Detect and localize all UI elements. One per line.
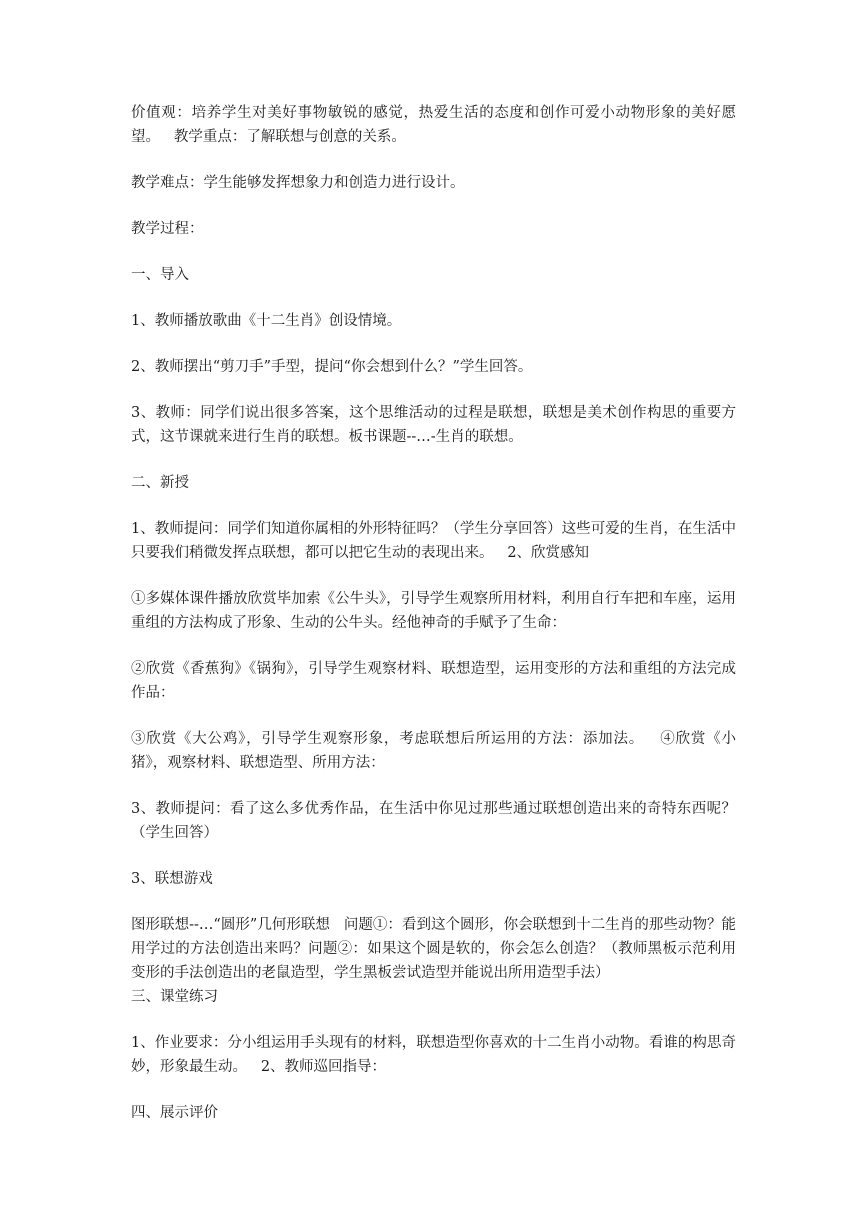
- paragraph-values: 价值观：培养学生对美好事物敏锐的感觉，热爱生活的态度和创作可爱小动物形象的美好愿望。 教学重点：了解联想与创意的关系。: [131, 105, 736, 145]
- paragraph-practice-1: 1、作业要求：分小组运用手头现有的材料，联想造型你喜欢的十二生肖小动物。看谁的构思奇妙，形象最生动。 2、教师巡回指导：: [131, 1035, 736, 1075]
- paragraph-new-3: 3、教师提问：看了这么多优秀作品，在生活中你见过那些通过联想创造出来的奇特东西呢？（学生回答）: [131, 801, 736, 841]
- paragraph-intro-3: 3、教师：同学们说出很多答案，这个思维活动的过程是联想，联想是美术创作构思的重要方式，这节课就来进行生肖的联想。板书课题--…-生肖的联想。: [131, 405, 736, 445]
- section-heading-new-lesson: 二、新授: [131, 475, 189, 491]
- paragraph-shape-association: 图形联想--…“圆形”几何形联想 问题①：看到这个圆形，你会联想到十二生肖的那些动物？能用学过的方法创造出来吗？问题②：如果这个圆是软的，你会怎么创造？（教师黑板示范利用变形的手法创造出的老鼠造型，学生黑板尝试造型并能说出所用造型手法）: [131, 917, 736, 981]
- section-heading-practice: 三、课堂练习: [131, 989, 218, 1005]
- section-heading-intro: 一、导入: [131, 267, 189, 283]
- section-heading-evaluation: 四、展示评价: [131, 1105, 218, 1121]
- paragraph-appreciation-3: ③欣赏《大公鸡》，引导学生观察形象，考虑联想后所运用的方法：添加法。 ④欣赏《小猪》，观察材料、联想造型、所用方法：: [131, 731, 736, 771]
- paragraph-process-heading: 教学过程：: [131, 221, 204, 237]
- paragraph-appreciation-1: ①多媒体课件播放欣赏毕加索《公牛头》，引导学生观察所用材料，利用自行车把和车座，运用重组的方法构成了形象、生动的公牛头。经他神奇的手赋予了生命：: [131, 591, 736, 631]
- paragraph-intro-2: 2、教师摆出“剪刀手”手型，提问“你会想到什么？”学生回答。: [131, 359, 533, 375]
- paragraph-intro-1: 1、教师播放歌曲《十二生肖》创设情境。: [131, 313, 402, 329]
- section-heading-game: 3、联想游戏: [131, 871, 213, 887]
- paragraph-appreciation-2: ②欣赏《香蕉狗》《锅狗》，引导学生观察材料、联想造型，运用变形的方法和重组的方法完成作品：: [131, 661, 736, 701]
- document-body: [131, 101, 736, 1147]
- paragraph-difficulty: 教学难点：学生能够发挥想象力和创造力进行设计。: [131, 175, 465, 191]
- paragraph-new-1: 1、教师提问：同学们知道你属相的外形特征吗？（学生分享回答）这些可爱的生肖，在生活中只要我们稍微发挥点联想，都可以把它生动的表现出来。 2、欣赏感知: [131, 521, 736, 561]
